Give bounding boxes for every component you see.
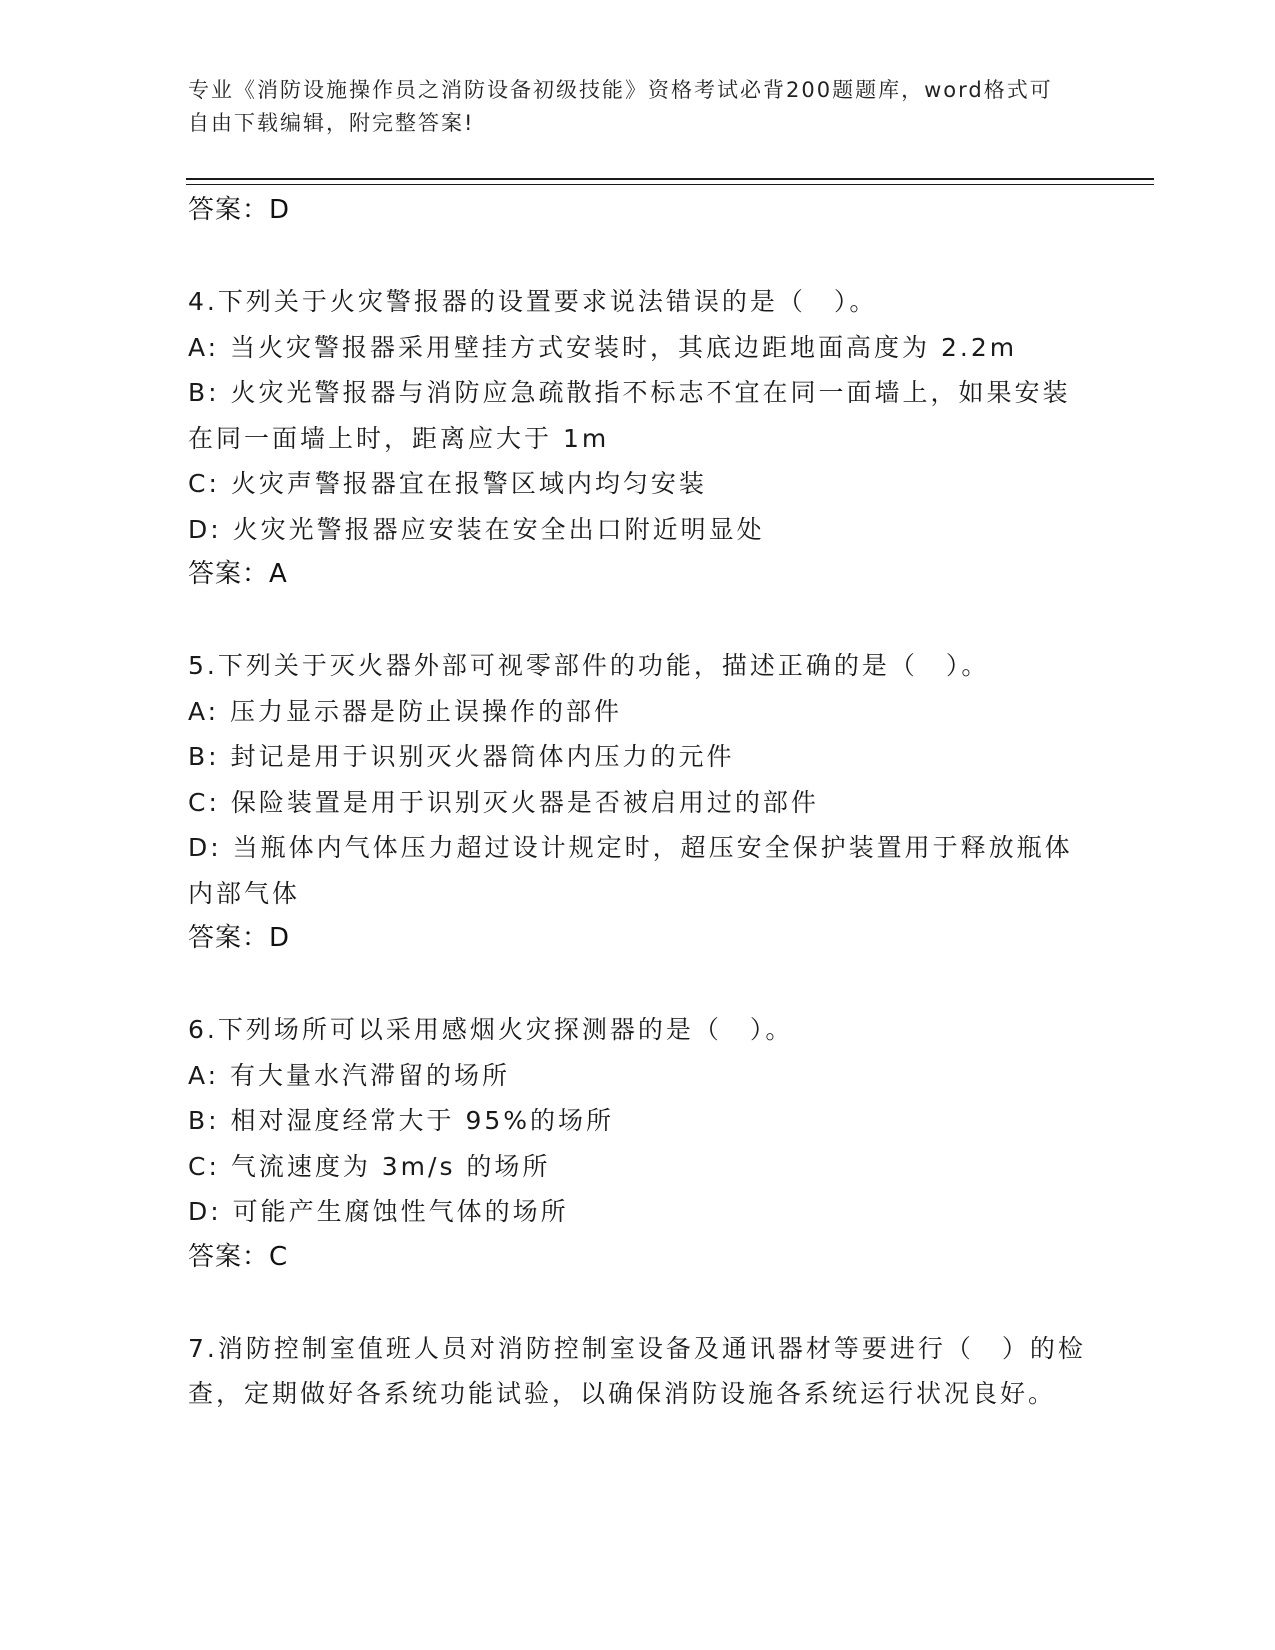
option-b: B: 火灾光警报器与消防应急疏散指不标志不宜在同一面墙上，如果安装在同一面墙上时，距离应大于 1m xyxy=(188,378,1071,453)
option-a: A: 压力显示器是防止误操作的部件 xyxy=(188,696,623,726)
document-body xyxy=(188,188,1088,1417)
option-b: B: 相对湿度经常大于 95%的场所 xyxy=(188,1106,615,1135)
question-4 xyxy=(188,279,1088,597)
option-c: C: 火灾声警报器宜在报警区域内均匀安装 xyxy=(188,469,707,498)
question-7 xyxy=(188,1326,1088,1417)
document-header: 专业《消防设施操作员之消防设备初级技能》资格考试必背200题题库，word格式可自由下载编辑，附完整答案! xyxy=(188,78,1053,135)
header-rule-thick xyxy=(186,178,1154,180)
answer-line: 答案：D xyxy=(188,923,291,953)
header-rule-thin xyxy=(186,184,1154,185)
question-stem: 5.下列关于灭火器外部可视零部件的功能，描述正确的是（ ）。 xyxy=(188,651,990,680)
answer-line: 答案：A xyxy=(188,559,288,589)
answer-line: 答案：D xyxy=(188,195,291,225)
question-stem: 4.下列关于火灾警报器的设置要求说法错误的是（ ）。 xyxy=(188,287,878,316)
answer-line: 答案：C xyxy=(188,1241,289,1272)
question-5 xyxy=(188,643,1088,961)
option-d: D: 可能产生腐蚀性气体的场所 xyxy=(188,1197,569,1226)
question-stem: 6.下列场所可以采用感烟火灾探测器的是（ ）。 xyxy=(188,1015,794,1044)
option-c: C: 气流速度为 3m/s 的场所 xyxy=(188,1151,551,1181)
option-c: C: 保险装置是用于识别灭火器是否被启用过的部件 xyxy=(188,787,819,817)
option-d: D: 火灾光警报器应安装在安全出口附近明显处 xyxy=(188,514,765,544)
question-stem: 7.消防控制室值班人员对消防控制室设备及通讯器材等要进行（ ）的检查，定期做好各系统功能试验，以确保消防设施各系统运行状况良好。 xyxy=(188,1333,1086,1408)
option-a: A: 当火灾警报器采用壁挂方式安装时，其底边距地面高度为 2.2m xyxy=(188,332,1018,362)
question-6 xyxy=(188,1007,1088,1280)
option-b: B: 封记是用于识别灭火器筒体内压力的元件 xyxy=(188,742,735,771)
option-d: D: 当瓶体内气体压力超过设计规定时，超压安全保护装置用于释放瓶体内部气体 xyxy=(188,833,1073,908)
option-a: A: 有大量水汽滞留的场所 xyxy=(188,1060,511,1090)
